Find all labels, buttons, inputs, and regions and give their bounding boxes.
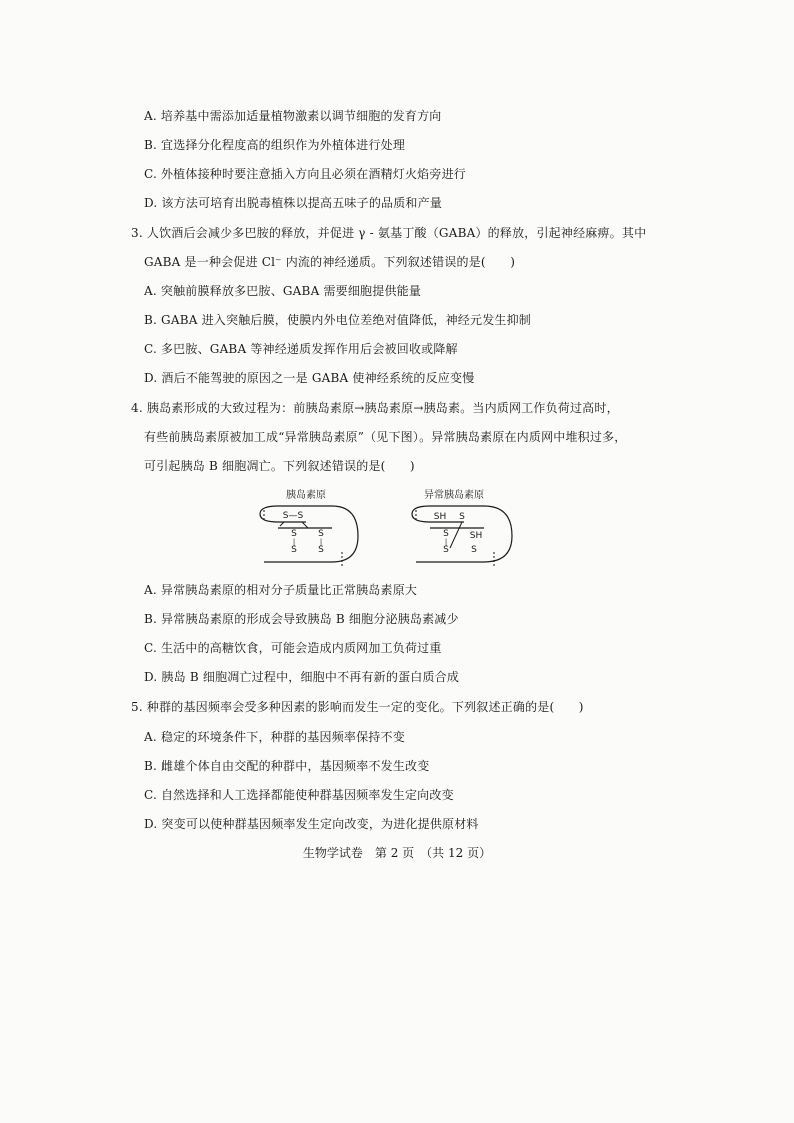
left-chain-outer	[264, 506, 358, 562]
proinsulin-diagram-svg	[250, 486, 550, 572]
left-ss-bond: S—S	[282, 511, 304, 521]
q3-option-a: A. 突触前膜释放多巴胺、GABA 需要细胞提供能量	[144, 284, 422, 298]
page-footer: 生物学试卷 第 2 页 （共 12 页）	[302, 846, 492, 860]
right-s-mid: S	[443, 529, 449, 539]
q5-option-b: B. 雌雄个体自由交配的种群中，基因频率不发生改变	[144, 759, 430, 773]
q5-option-a: A. 稳定的环境条件下，种群的基因频率保持不变	[144, 730, 405, 744]
diagram-right-title: 异常胰岛素原	[424, 490, 484, 501]
q2-option-c: C. 外植体接种时要注意插入方向且必须在酒精灯火焰旁进行	[144, 167, 466, 181]
left-s-1a: S	[291, 529, 297, 539]
q3-option-c: C. 多巴胺、GABA 等神经递质发挥作用后会被回收或降解	[144, 342, 458, 356]
left-s-2a: S	[318, 529, 324, 539]
q5-option-c: C. 自然选择和人工选择都能使种群基因频率发生定向改变	[144, 788, 454, 802]
q4-option-b: B. 异常胰岛素原的形成会导致胰岛 B 细胞分泌胰岛素减少	[144, 612, 459, 626]
proinsulin-diagram	[250, 486, 550, 572]
right-sh-2: SH	[469, 531, 483, 541]
diagram-left-title: 胰岛素原	[286, 490, 326, 501]
q3-option-d: D. 酒后不能驾驶的原因之一是 GABA 使神经系统的反应变慢	[144, 371, 475, 385]
right-crossed-bond	[450, 522, 462, 548]
q2-option-a: A. 培养基中需添加适量植物激素以调节细胞的发育方向	[144, 109, 442, 123]
q3-stem-line2: GABA 是一种会促进 Cl⁻ 内流的神经递质。下列叙述错误的是( )	[144, 255, 516, 269]
q3-option-b: B. GABA 进入突触后膜，使膜内外电位差绝对值降低，神经元发生抑制	[144, 313, 532, 327]
q5-option-d: D. 突变可以使种群基因频率发生定向改变，为进化提供原材料	[144, 817, 479, 831]
q4-stem-line2: 有些前胰岛素原被加工成“异常胰岛素原”（见下图）。异常胰岛素原在内质网中堆积过多，	[144, 430, 627, 444]
left-s-2b: S	[318, 545, 324, 555]
q3-stem-line1: 3. 人饮酒后会减少多巴胺的释放，并促进 γ - 氨基丁酸（GABA）的释放，引起神经麻痹。其中	[131, 226, 647, 240]
q2-option-b: B. 宜选择分化程度高的组织作为外植体进行处理	[144, 138, 406, 152]
right-s-low: S	[443, 545, 449, 555]
q4-stem-line1: 4. 胰岛素形成的大致过程为：前胰岛素原→胰岛素原→胰岛素。当内质网工作负荷过高时，	[131, 401, 619, 415]
right-s-bottom: S	[471, 545, 477, 555]
right-bond-1: |	[444, 538, 448, 546]
q4-option-d: D. 胰岛 B 细胞凋亡过程中，细胞中不再有新的蛋白质合成	[144, 670, 460, 684]
left-s-1b: S	[291, 545, 297, 555]
q5-stem: 5. 种群的基因频率会受多种因素的影响而发生一定的变化。下列叙述正确的是( )	[131, 700, 584, 714]
q4-stem-line3: 可引起胰岛 B 细胞凋亡。下列叙述错误的是( )	[144, 459, 415, 473]
left-bond-1: |	[292, 538, 296, 546]
left-ss-stub-2	[302, 522, 308, 528]
q2-option-d: D. 该方法可培育出脱毒植株以提高五味子的品质和产量	[144, 196, 443, 210]
right-s-top: S	[459, 512, 465, 522]
right-sh-1: SH	[433, 512, 447, 522]
left-bond-2: |	[319, 538, 323, 546]
q4-option-c: C. 生活中的高糖饮食，可能会造成内质网加工负荷过重	[144, 641, 442, 655]
q4-option-a: A. 异常胰岛素原的相对分子质量比正常胰岛素原大	[144, 583, 418, 597]
